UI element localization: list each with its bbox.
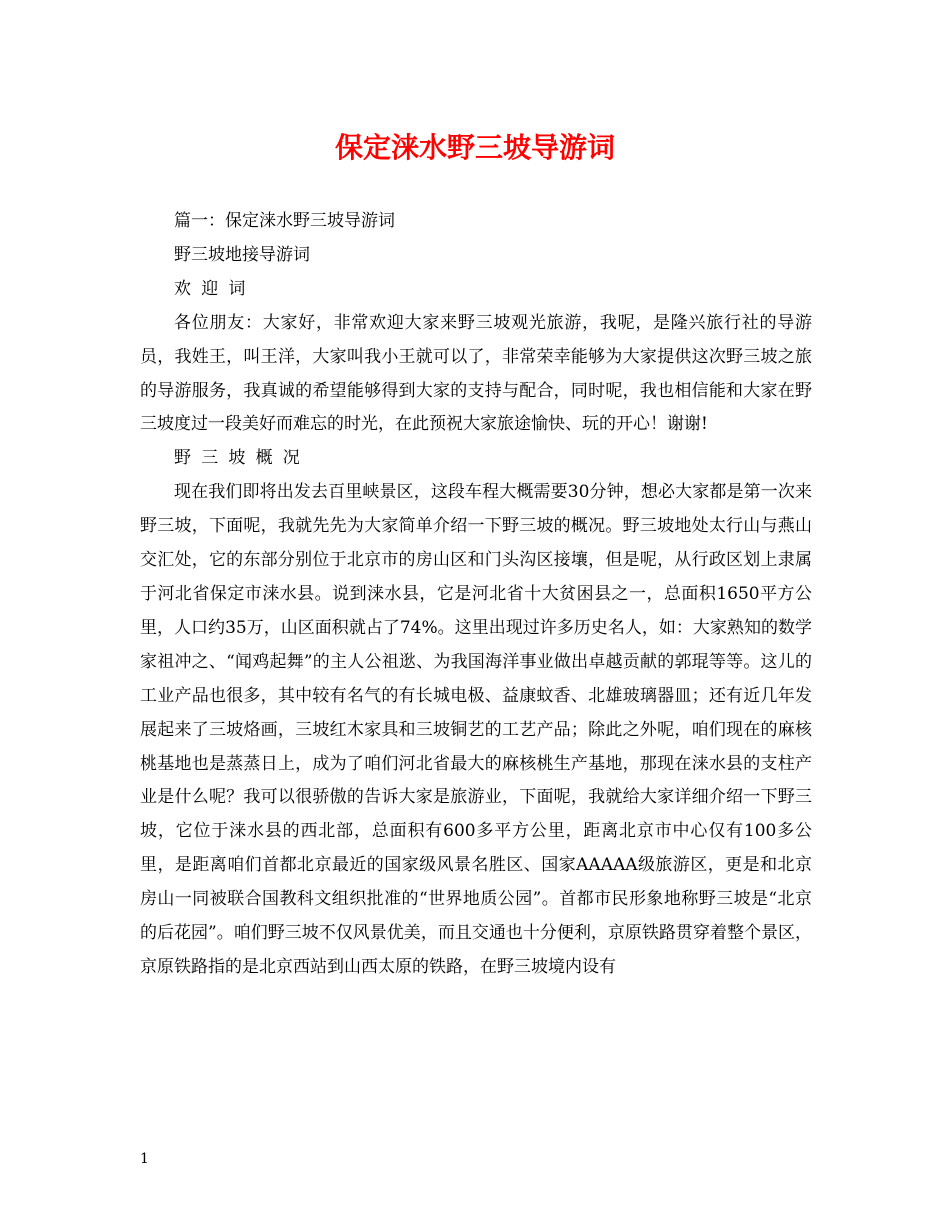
paragraph-subtitle: 野三坡地接导游词 xyxy=(174,244,310,265)
paragraph-chapter-heading: 篇一：保定涞水野三坡导游词 xyxy=(174,211,395,231)
document-title: 保定涞水野三坡导游词 xyxy=(334,131,615,164)
paragraph-welcome-text: 各位朋友：大家好，非常欢迎大家来野三坡观光旅游，我呢，是隆兴旅行社的导游员，我姓王，叫王洋，大家叫我小王就可以了，非常荣幸能够为大家提供这次野三坡之旅的导游服务，我真诚的希望能够得到大家的支持与配合，同时呢，我也相信能和大家在野三坡度过一段美好而难忘的时光，在此预祝大家旅途愉快、玩的开心！谢谢! xyxy=(140,312,812,435)
document-body xyxy=(140,205,812,985)
paragraph-overview-heading: 野三坡概况 xyxy=(174,448,310,469)
paragraph-welcome-heading: 欢迎词 xyxy=(174,278,256,299)
paragraph-overview-text: 现在我们即将出发去百里峡景区，这段车程大概需要30分钟，想必大家都是第一次来野三坡，下面呢，我就先先为大家简单介绍一下野三坡的概况。野三坡地处太行山与燕山交汇处，它的东部分别位于北京市的房山区和门头沟区接壤，但是呢，从行政区划上隶属于河北省保定市涞水县。说到涞水县，它是河北省十大贫困县之一，总面积1650平方公里，人口约35万，山区面积就占了74%。这里出现过许多历史名人，如：大家熟知的数学家祖冲之、“闻鸡起舞”的主人公祖逖、为我国海洋事业做出卓越贡献的郭琨等等。这儿的工业产品也很多，其中较有名气的有长城电极、益康蚊香、北雄玻璃器皿；还有近几年发展起来了三坡烙画，三坡红木家具和三坡铜艺的工艺产品；除此之外呢，咱们现在的麻核桃基地也是蒸蒸日上，成为了咱们河北省最大的麻核桃生产基地，那现在涞水县的支柱产业是什么呢？我可以很骄傲的告诉大家是旅游业，下面呢，我就给大家详细介绍一下野三坡，它位于涞水县的西北部，总面积有600多平方公里，距离北京市中心仅有100多公里，是距离咱们首都北京最近的国家级风景名胜区、国家AAAAA级旅游区，更是和北京房山一同被联合国教科文组织批准的“世界地质公园”。首都市民形象地称野三坡是“北京的后花园”。咱们野三坡不仅风景优美，而且交通也十分便利，京原铁路贯穿着整个景区，京原铁路指的是北京西站到山西太原的铁路，在野三坡境内设有 xyxy=(140,482,812,977)
page-number: 1 xyxy=(140,1151,149,1167)
